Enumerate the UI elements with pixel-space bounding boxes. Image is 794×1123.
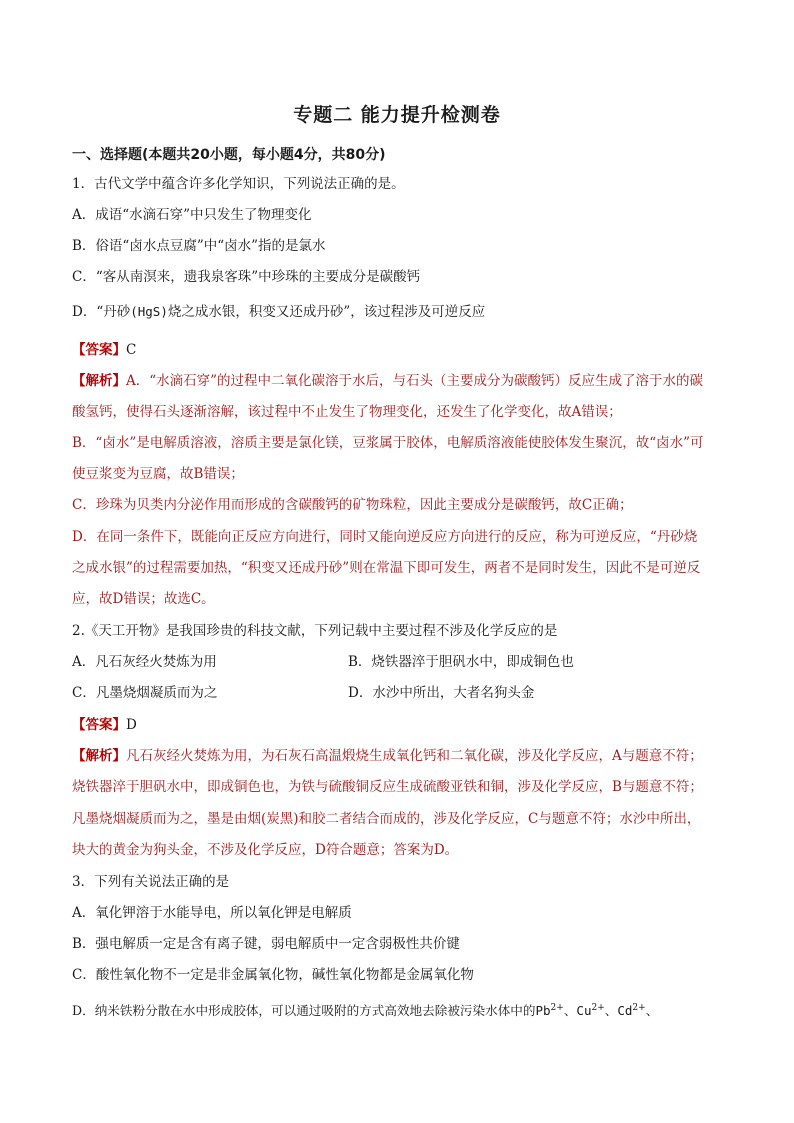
q2-answer-tag: 【答案】	[72, 717, 126, 733]
q1-option-d-formula: (HgS)	[130, 304, 168, 319]
q3-stem: 3．下列有关说法正确的是	[72, 874, 230, 890]
q1-analysis-line-1: 酸氢钙，使得石头逐渐溶解，该过程中不止发生了物理变化，还发生了化学变化，故A错误；	[72, 404, 622, 420]
q1-analysis-line-4: C．珍珠为贝类内分泌作用而形成的含碳酸钙的矿物珠粒，因此主要成分是碳酸钙，故C正确；	[72, 497, 633, 513]
q2-answer	[72, 715, 137, 735]
ion-cd: Cd	[617, 1003, 633, 1018]
q2-answer-value: D	[126, 717, 137, 733]
q3-option-c: C．酸性氧化物不一定是非金属氧化物，碱性氧化物都是金属氧化物	[72, 967, 474, 983]
q1-analysis-line-0	[72, 371, 703, 391]
q1-option-a: A．成语“水滴石穿”中只发生了物理变化	[72, 207, 312, 223]
q2-analysis-line-2: 凡墨烧烟凝质而为之，墨是由烟(炭黑)和胶二者结合而成的，涉及化学反应，C与题意不符；水沙中所出，	[72, 811, 701, 827]
q2-analysis-tag: 【解析】	[72, 748, 126, 764]
q1-option-d-post: 烧之成水银，积变又还成丹砂”，该过程涉及可逆反应	[167, 304, 486, 320]
q1-option-c: C．“客从南溟来，遗我泉客珠”中珍珠的主要成分是碳酸钙	[72, 269, 421, 285]
q1-analysis-line-2: B．“卤水”是电解质溶液，溶质主要是氯化镁，豆浆属于胶体，电解质溶液能使胶体发生聚沉，故“卤水”可	[72, 435, 704, 451]
q2-analysis-line-0	[72, 746, 703, 766]
q2-analysis-line-1: 烧铁器淬于胆矾水中，即成铜色也，为铁与硫酸铜反应生成硫酸亚铁和铜，涉及化学反应，B与题意不符；	[72, 779, 703, 795]
q1-option-d-pre: D．“丹砂	[72, 304, 131, 320]
ion-pb-charge: 2+	[550, 1002, 564, 1013]
q1-analysis-line-7: 应，故D错误；故选C。	[72, 591, 215, 607]
ion-separator-2: 、	[604, 1003, 618, 1018]
q3-option-d-text: D．纳米铁粉分散在水中形成胶体，可以通过吸附的方式高效地去除被污染水体中的	[72, 1003, 536, 1018]
q1-answer	[72, 340, 136, 360]
q1-option-d	[72, 302, 485, 322]
page-title: 专题二 能力提升检测卷	[293, 104, 501, 126]
q3-option-b: B．强电解质一定是含有离子键，弱电解质中一定含弱极性共价键	[72, 936, 460, 952]
q2-analysis-line-3: 块大的黄金为狗头金，不涉及化学反应，D符合题意；答案为D。	[72, 842, 459, 858]
ion-separator-3: 、	[645, 1003, 659, 1018]
q2-option-b: B．烧铁器淬于胆矾水中，即成铜色也	[348, 654, 574, 670]
q2-option-c: C．凡墨烧烟凝质而为之	[72, 685, 218, 701]
ion-cu-charge: 2+	[591, 1002, 605, 1013]
q2-option-a: A．凡石灰经火焚炼为用	[72, 654, 217, 670]
q3-option-d	[72, 1001, 658, 1021]
q2-stem: 2.《天工开物》是我国珍贵的科技文献，下列记载中主要过程不涉及化学反应的是	[72, 623, 558, 639]
q1-stem: 1．古代文学中蕴含许多化学知识，下列说法正确的是。	[72, 176, 405, 192]
section-heading: 一、选择题(本题共20小题，每小题4分，共80分)	[72, 147, 386, 163]
q1-answer-tag: 【答案】	[72, 342, 126, 358]
q1-analysis-line-5: D．在同一条件下，既能向正反应方向进行，同时又能向逆反应方向进行的反应，称为可逆反应，“丹砂烧	[72, 529, 698, 545]
q3-option-a: A．氧化钾溶于水能导电，所以氧化钾是电解质	[72, 905, 352, 921]
ion-pb: Pb	[535, 1003, 551, 1018]
ion-cu: Cu	[576, 1003, 592, 1018]
ion-separator-1: 、	[563, 1003, 577, 1018]
q1-analysis-tag: 【解析】	[72, 373, 126, 389]
q1-analysis-line-3: 使豆浆变为豆腐，故B错误；	[72, 466, 244, 482]
q2-analysis-text-0: 凡石灰经火焚炼为用，为石灰石高温煅烧生成氧化钙和二氧化碳，涉及化学反应，A与题意不符；	[126, 748, 703, 764]
q1-analysis-text-0: A．“水滴石穿”的过程中二氧化碳溶于水后，与石头（主要成分为碳酸钙）反应生成了溶于水的碳	[126, 373, 704, 389]
ion-cd-charge: 2+	[632, 1002, 646, 1013]
q1-answer-value: C	[126, 342, 137, 358]
q1-analysis-line-6: 之成水银”的过程需要加热，“积变又还成丹砂”则在常温下即可发生，两者不是同时发生，因此不是可逆反	[72, 560, 701, 576]
q1-option-b: B．俗语“卤水点豆腐”中“卤水”指的是氯水	[72, 238, 326, 254]
q2-option-d: D．水沙中所出，大者名狗头金	[348, 685, 535, 701]
